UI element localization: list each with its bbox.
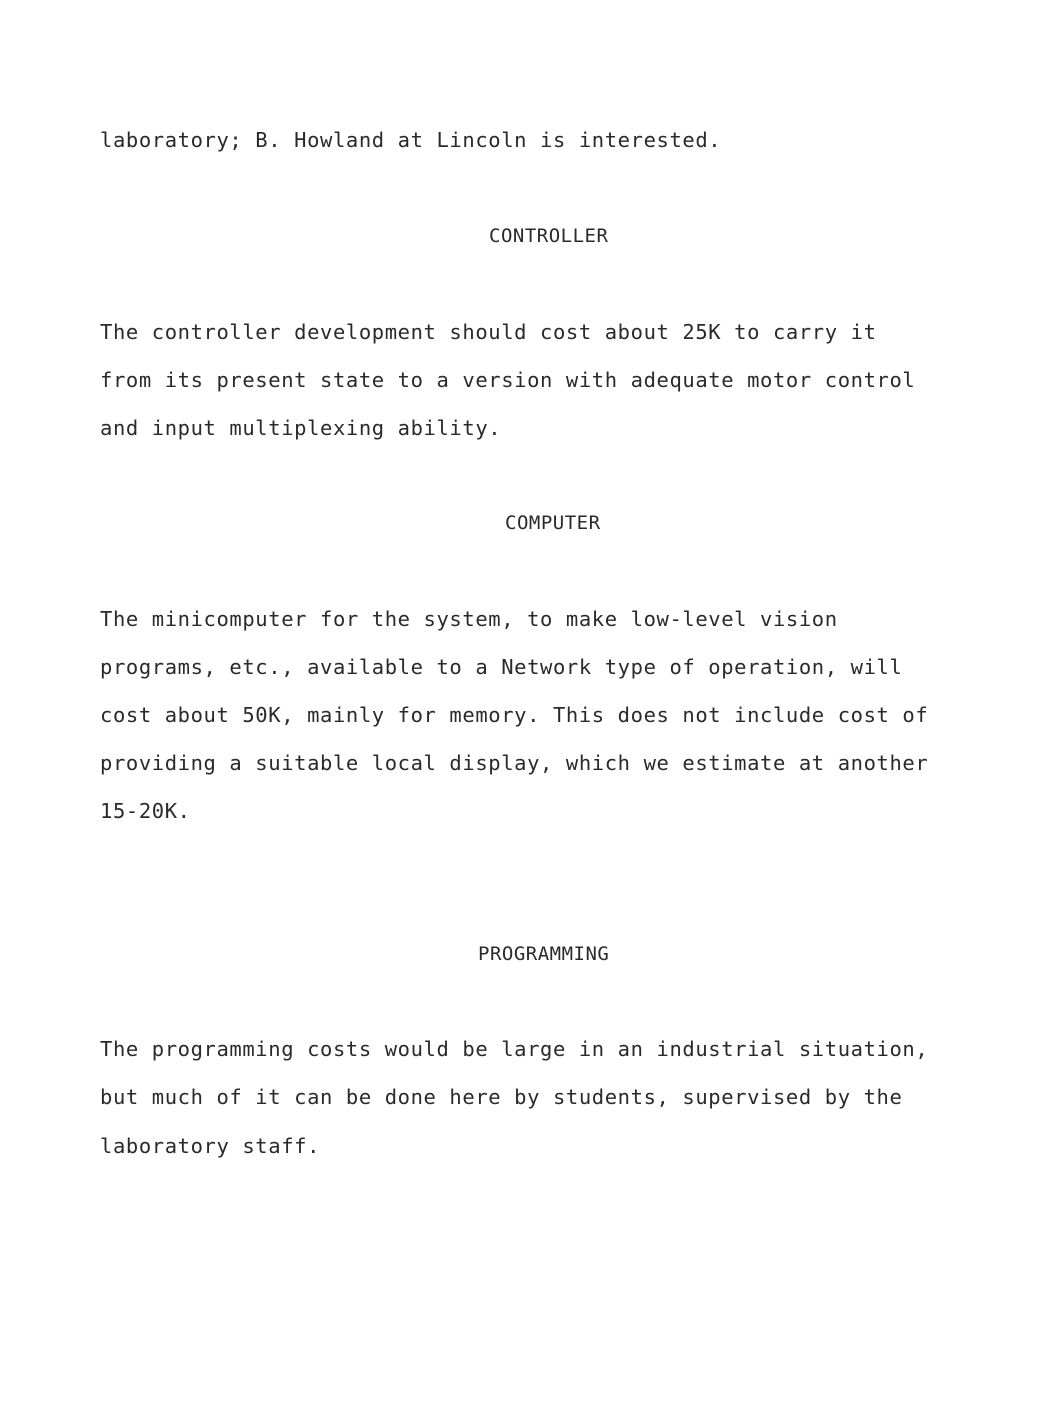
programming-paragraph-line-1: The programming costs would be large in an industrial situation,: [100, 1037, 929, 1061]
programming-paragraph-line-2: but much of it can be done here by students, supervised by the: [100, 1085, 903, 1109]
controller-paragraph-line-2: from its present state to a version with adequate motor control: [100, 368, 916, 392]
computer-paragraph-line-2: programs, etc., available to a Network type of operation, will: [100, 655, 903, 679]
intro-line: laboratory; B. Howland at Lincoln is interested.: [100, 128, 722, 152]
section-heading-programming: PROGRAMMING: [478, 943, 610, 965]
programming-paragraph-line-3: laboratory staff.: [100, 1134, 321, 1158]
computer-paragraph-line-5: 15-20K.: [100, 799, 191, 823]
section-heading-computer: COMPUTER: [505, 512, 601, 534]
controller-paragraph-line-1: The controller development should cost about 25K to carry it: [100, 320, 877, 344]
section-heading-controller: CONTROLLER: [489, 225, 609, 247]
computer-paragraph-line-1: The minicomputer for the system, to make low-level vision: [100, 607, 838, 631]
computer-paragraph-line-4: providing a suitable local display, which we estimate at another: [100, 751, 929, 775]
controller-paragraph-line-3: and input multiplexing ability.: [100, 416, 502, 440]
computer-paragraph-line-3: cost about 50K, mainly for memory. This does not include cost of: [100, 703, 929, 727]
